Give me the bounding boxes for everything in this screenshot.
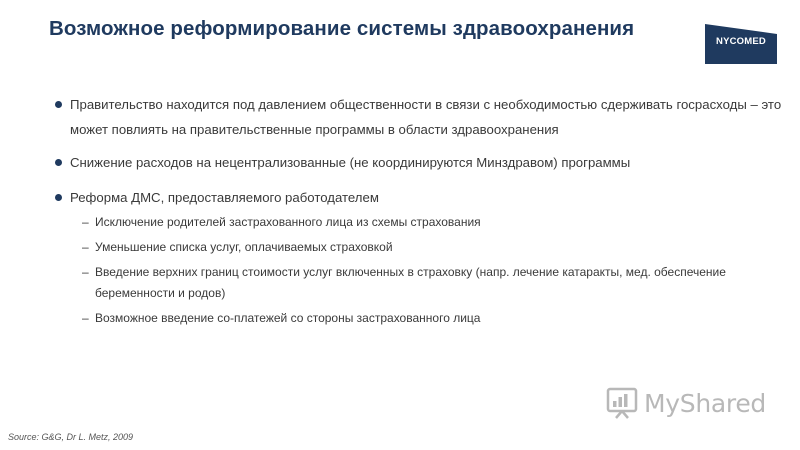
page-title: Возможное реформирование системы здравоохранения [49,17,635,40]
sub-bullet-item [52,262,782,304]
bullet-list [52,92,782,333]
myshared-logo-icon [606,386,638,420]
bullet-text: Снижение расходов на нецентрализованные (не координируются Минздравом) программы [70,155,631,170]
myshared-watermark[interactable] [606,384,766,422]
watermark-text: MyShared [644,388,766,418]
bullet-item [52,185,782,210]
sub-bullet-text: Исключение родителей застрахованного лица из схемы страхования [95,215,481,229]
nycomed-logo [705,24,777,64]
source-note: Source: G&G, Dr L. Metz, 2009 [8,432,134,442]
logo-text: NYCOMED [716,36,766,47]
bullet-dot-icon [55,159,62,166]
bullet-dot-icon [55,194,62,201]
dash-icon: – [82,311,89,325]
sub-bullet-item [52,212,782,233]
sub-bullet-text: Уменьшение списка услуг, оплачиваемых страховкой [95,240,393,254]
bullet-item [52,150,782,175]
dash-icon: – [82,240,89,254]
bullet-text: Правительство находится под давлением общественности в связи с необходимостью сдерживать госрасходы – это может повлиять на правительственные программы в области здравоохранения [70,97,782,137]
bullet-text: Реформа ДМС, предоставляемого работодателем [70,190,379,205]
dash-icon: – [82,215,89,229]
bullet-item [52,92,782,142]
sub-bullet-item [52,237,782,258]
bullet-dot-icon [55,101,62,108]
sub-bullet-text: Введение верхних границ стоимости услуг включенных в страховку (напр. лечение катаракты, мед. обеспечение беременности и родов) [95,265,726,300]
sub-bullet-item [52,308,782,329]
sub-bullet-text: Возможное введение со-платежей со стороны застрахованного лица [95,311,481,325]
dash-icon: – [82,265,89,279]
